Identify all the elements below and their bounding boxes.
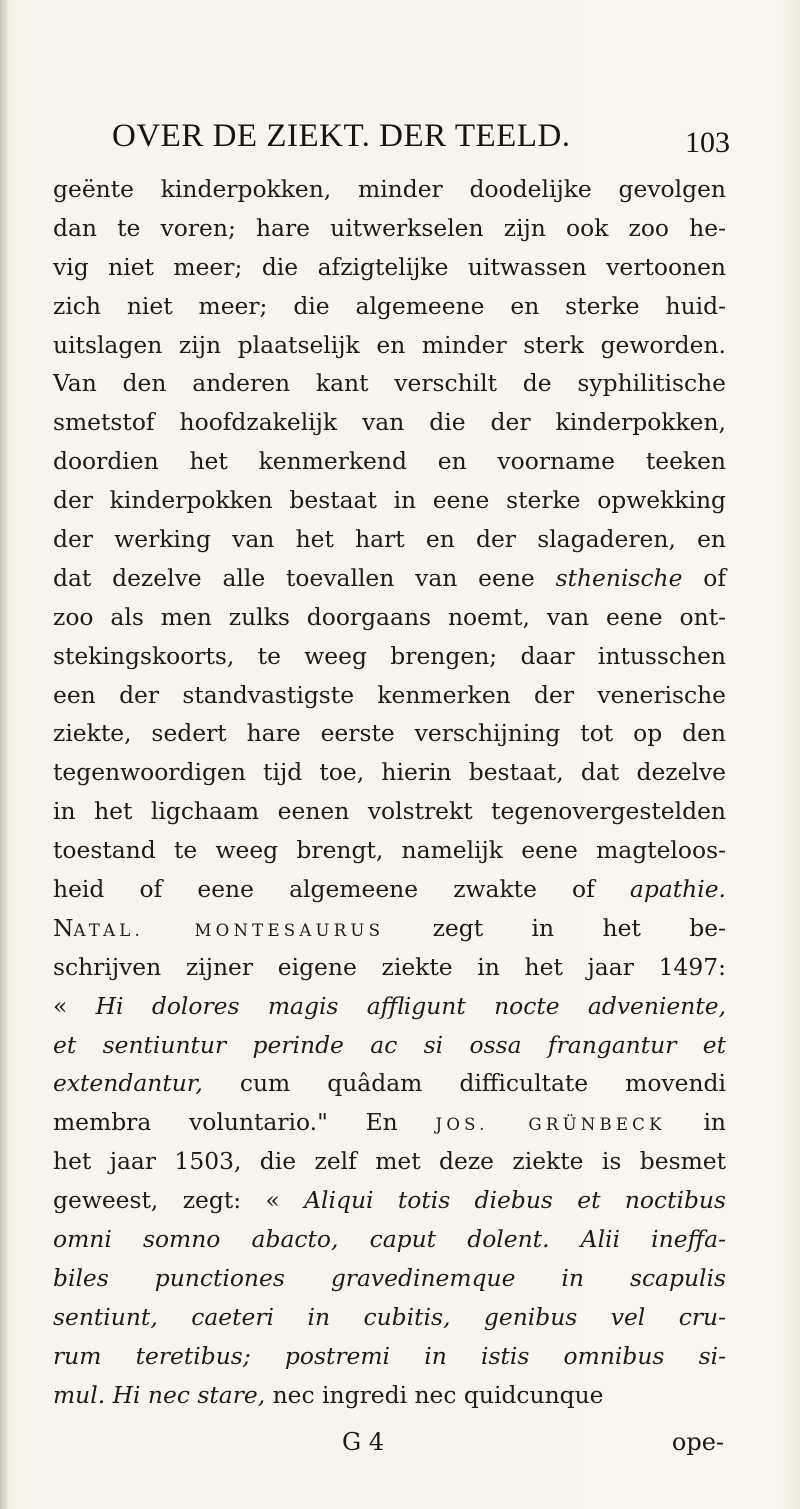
page-number: 103 xyxy=(685,126,730,159)
text-line xyxy=(53,209,726,248)
body-text xyxy=(53,170,726,1415)
text-segment: doordien het kenmerkend en voorname teeken xyxy=(53,447,726,476)
text-line xyxy=(53,831,726,870)
italic-segment: sentiunt, caeteri in cubitis, genibus vel cru- xyxy=(53,1302,726,1331)
text-line xyxy=(53,637,726,676)
text-line xyxy=(53,287,726,326)
text-line xyxy=(53,248,726,287)
text-segment: N xyxy=(53,913,74,942)
text-line xyxy=(53,170,726,209)
italic-segment: extendantur, xyxy=(53,1069,203,1098)
text-segment: stekingskoorts, te weeg brengen; daar intusschen xyxy=(53,641,726,670)
text-line xyxy=(53,792,726,831)
text-line xyxy=(53,1181,726,1220)
running-title: OVER DE ZIEKT. DER TEELD. xyxy=(112,118,571,154)
text-segment: een der standvastigste kenmerken der venerische xyxy=(53,680,726,709)
text-segment: Van den anderen kant verschilt de syphilitische xyxy=(53,369,726,398)
text-segment: geënte kinderpokken, minder doodelijke gevolgen xyxy=(53,175,726,203)
italic-segment: apathie. xyxy=(629,875,726,904)
text-line xyxy=(53,987,726,1026)
text-segment: heid of eene algemeene zwakte of xyxy=(53,875,630,904)
text-segment: schrijven zijner eigene ziekte in het jaar 1497: xyxy=(53,952,726,981)
italic-segment: et sentiuntur perinde ac si ossa frangantur et xyxy=(53,1030,726,1059)
italic-segment: sthenische xyxy=(555,563,683,592)
italic-segment: rum teretibus; postremi in istis omnibus si- xyxy=(53,1341,726,1370)
text-segment: zoo als men zulks doorgaans noemt, van eene ont- xyxy=(53,602,726,631)
text-line xyxy=(53,364,726,403)
italic-segment: mul. Hi nec stare, xyxy=(53,1380,266,1409)
text-segment: dan te voren; hare uitwerkselen zijn ook zoo he- xyxy=(53,213,726,242)
text-segment: tegenwoordigen tijd toe, hierin bestaat, dat dezelve xyxy=(53,758,726,787)
text-line xyxy=(53,1220,726,1259)
italic-segment: Aliqui totis diebus et noctibus xyxy=(304,1186,726,1215)
text-segment: vig niet meer; die afzigtelijke uitwassen vertoonen xyxy=(53,252,726,281)
italic-segment: omni somno abacto, caput dolent. Alii ineffa- xyxy=(53,1225,726,1254)
text-line xyxy=(53,1026,726,1065)
text-segment: uitslagen zijn plaatselijk en minder sterk geworden. xyxy=(53,330,726,359)
text-line xyxy=(53,326,726,365)
small-caps-segment: ATAL. MONTESAURUS xyxy=(73,920,385,940)
text-segment: geweest, zegt: « xyxy=(53,1186,305,1215)
text-line xyxy=(53,559,726,598)
text-segment: toestand te weeg brengt, namelijk eene magteloos- xyxy=(53,836,726,865)
text-segment: membra voluntario." En xyxy=(53,1108,436,1137)
text-segment: in het ligchaam eenen volstrekt tegenovergestelden xyxy=(53,797,726,826)
signature-mark: G 4 xyxy=(342,1428,385,1456)
text-segment: « xyxy=(53,991,96,1020)
text-line xyxy=(53,442,726,481)
text-line xyxy=(53,598,726,637)
text-line xyxy=(53,520,726,559)
text-segment: ziekte, sedert hare eerste verschijning tot op den xyxy=(53,719,726,748)
text-line xyxy=(53,714,726,753)
text-line xyxy=(53,1259,726,1298)
text-segment: der kinderpokken bestaat in eene sterke opwekking xyxy=(53,486,726,515)
text-line xyxy=(53,481,726,520)
text-segment: het jaar 1503, die zelf met deze ziekte is besmet xyxy=(53,1147,726,1176)
text-line xyxy=(53,1298,726,1337)
page-header xyxy=(112,118,730,162)
spine-shadow xyxy=(0,0,8,1509)
text-line xyxy=(53,1103,726,1142)
page-footer xyxy=(53,1428,726,1468)
small-caps-segment: JOS. GRÜNBECK xyxy=(435,1115,666,1135)
catchword: ope- xyxy=(671,1428,724,1456)
text-line xyxy=(53,870,726,909)
text-line xyxy=(53,403,726,442)
text-segment: smetstof hoofdzakelijk van die der kinderpokken, xyxy=(53,408,726,437)
text-line xyxy=(53,1064,726,1103)
text-segment: nec ingredi nec quidcunque xyxy=(265,1380,604,1409)
text-segment: zich niet meer; die algemeene en sterke huid- xyxy=(53,291,726,320)
text-segment: der werking van het hart en der slagaderen, en xyxy=(53,525,726,554)
text-line xyxy=(53,753,726,792)
text-line xyxy=(53,1142,726,1181)
text-line xyxy=(53,676,726,715)
text-segment: dat dezelve alle toevallen van eene xyxy=(53,563,556,592)
italic-segment: Hi dolores magis affligunt nocte adveniente, xyxy=(95,991,727,1020)
text-line xyxy=(53,1376,726,1415)
text-segment: cum quâdam difficultate movendi xyxy=(202,1069,726,1098)
text-line xyxy=(53,1337,726,1376)
text-segment: zegt in het be- xyxy=(384,913,726,942)
text-segment: in xyxy=(665,1108,726,1137)
text-line xyxy=(53,909,726,948)
italic-segment: biles punctiones gravedinemque in scapulis xyxy=(53,1263,726,1292)
text-segment: of xyxy=(682,563,726,592)
text-line xyxy=(53,948,726,987)
